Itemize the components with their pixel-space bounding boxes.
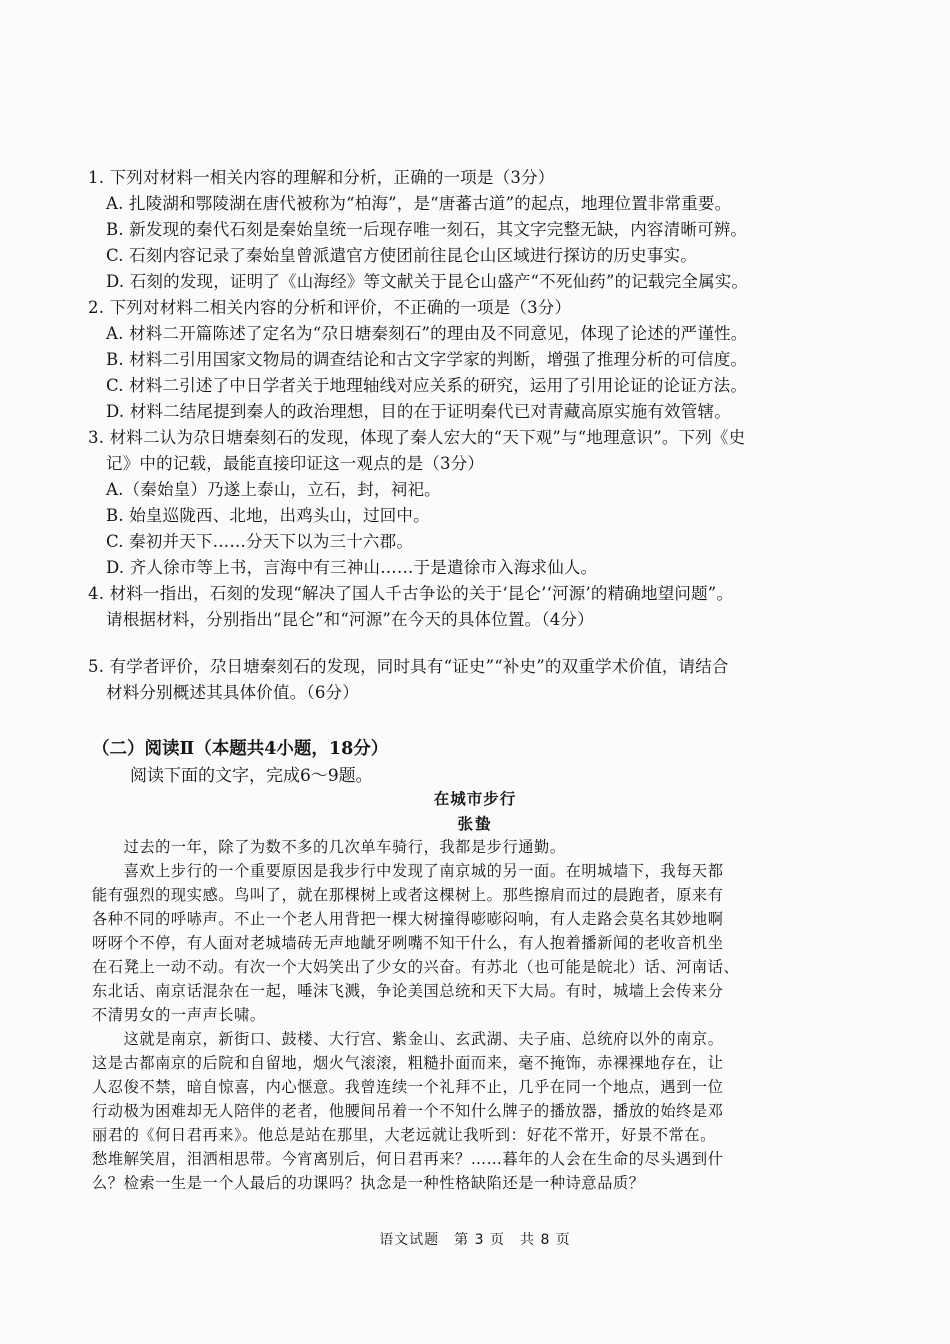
question-3-stem-line-2: 记》中的记载，最能直接印证这一观点的是（3分）	[106, 454, 485, 473]
passage-line: 行动极为困难却无人陪伴的老者，他腰间吊着一个不知什么牌子的播放器，播放的始终是邓	[92, 1102, 724, 1120]
question-1-option-d: D. 石刻的发现，证明了《山海经》等文献关于昆仑山盛产“不死仙药”的记载完全属实。	[106, 272, 749, 291]
passage-line: 过去的一年，除了为数不多的几次单车骑行，我都是步行通勤。	[92, 838, 566, 856]
passage-title: 在城市步行	[433, 789, 517, 808]
question-4-line-1: 4. 材料一指出，石刻的发现“解决了国人千古争讼的关于‘昆仑’‘河源’的精确地望问题”。	[88, 584, 734, 603]
passage-line: 人忍俊不禁，暗自惊喜，内心惬意。我曾连续一个礼拜不止，几乎在同一个地点，遇到一位	[92, 1078, 724, 1096]
question-5-line-1: 5. 有学者评价，尕日塘秦刻石的发现，同时具有“证史”“补史”的双重学术价值，请结合	[88, 657, 729, 676]
section-heading: （二）阅读Ⅱ（本题共4小题，18分）	[92, 739, 389, 759]
passage-line: 呀呀个不停，有人面对老城墙砖无声地龇牙咧嘴不知干什么，有人抱着播新闻的老收音机坐	[92, 934, 724, 952]
question-5-line-2: 材料分别概述其具体价值。（6分）	[106, 683, 359, 702]
passage-line: 这是古都南京的后院和自留地，烟火气滚滚，粗糙扑面而来，毫不掩饰，赤裸裸地存在，让	[92, 1054, 724, 1072]
question-2-option-a: A. 材料二开篇陈述了定名为“尕日塘秦刻石”的理由及不同意见，体现了论述的严谨性。	[106, 324, 748, 343]
question-2-stem: 2. 下列对材料二相关内容的分析和评价，不正确的一项是（3分）	[88, 298, 572, 317]
question-2-option-c: C. 材料二引述了中日学者关于地理轴线对应关系的研究，运用了引用论证的论证方法。	[106, 376, 748, 395]
question-3-option-c: C. 秦初并天下……分天下以为三十六郡。	[106, 532, 414, 551]
question-2-option-d: D. 材料二结尾提到秦人的政治理想，目的在于证明秦代已对青藏高原实施有效管辖。	[106, 402, 731, 421]
passage-line: 东北话、南京话混杂在一起，唾沫飞溅，争论美国总统和天下大局。有时，城墙上会传来分	[92, 982, 724, 1000]
passage-line: 丽君的《何日君再来》。他总是站在那里，大老远就让我听到：好花不常开，好景不常在。	[92, 1126, 716, 1144]
question-3-option-a: A.（秦始皇）乃遂上泰山，立石，封，祠祀。	[106, 480, 441, 499]
section-instruction: 阅读下面的文字，完成6～9题。	[130, 766, 373, 786]
passage-line: 能有强烈的现实感。鸟叫了，就在那棵树上或者这棵树上。那些擦肩而过的晨跑者，原来有	[92, 886, 724, 904]
question-4-line-2: 请根据材料，分别指出“昆仑”和“河源”在今天的具体位置。（4分）	[106, 610, 594, 629]
question-1-option-c: C. 石刻内容记录了秦始皇曾派遣官方使团前往昆仑山区域进行探访的历史事实。	[106, 246, 697, 265]
passage-line: 这就是南京，新街口、鼓楼、大行宫、紫金山、玄武湖、夫子庙、总统府以外的南京。	[92, 1030, 724, 1048]
question-1-option-b: B. 新发现的秦代石刻是秦始皇统一后现存唯一刻石，其文字完整无缺，内容清晰可辨。	[106, 220, 748, 239]
page-footer: 语文试题 第 3 页 共 8 页	[379, 1232, 571, 1248]
passage-author: 张蛰	[457, 814, 493, 833]
question-3-option-b: B. 始皇巡陇西、北地，出鸡头山，过回中。	[106, 506, 430, 525]
question-3-option-d: D. 齐人徐市等上书，言海中有三神山……于是遣徐市入海求仙人。	[106, 558, 598, 577]
passage-line: 不清男女的一声声长啸。	[92, 1006, 266, 1024]
question-1-option-a: A. 扎陵湖和鄂陵湖在唐代被称为“柏海”，是“唐蕃古道”的起点，地理位置非常重要。	[106, 194, 732, 213]
question-1-stem: 1. 下列对材料一相关内容的理解和分析，正确的一项是（3分）	[88, 168, 555, 187]
passage-line: 各种不同的呼哧声。不止一个老人用背把一棵大树撞得嘭嘭闷响，有人走路会莫名其妙地啊	[92, 910, 724, 928]
passage-line: 么？检索一生是一个人最后的功课吗？执念是一种性格缺陷还是一种诗意品质？	[92, 1174, 645, 1192]
question-3-stem-line-1: 3. 材料二认为尕日塘秦刻石的发现，体现了秦人宏大的“天下观”与“地理意识”。下列《史	[88, 428, 746, 447]
passage-line: 喜欢上步行的一个重要原因是我步行中发现了南京城的另一面。在明城墙下，我每天都	[92, 862, 724, 880]
question-2-option-b: B. 材料二引用国家文物局的调查结论和古文字学家的判断，增强了推理分析的可信度。	[106, 350, 748, 369]
passage-line: 在石凳上一动不动。有次一个大妈笑出了少女的兴奋。有苏北（也可能是皖北）话、河南话、	[92, 958, 740, 976]
passage-line: 愁堆解笑眉，泪洒相思带。今宵离别后，何日君再来？……暮年的人会在生命的尽头遇到什	[92, 1150, 724, 1168]
